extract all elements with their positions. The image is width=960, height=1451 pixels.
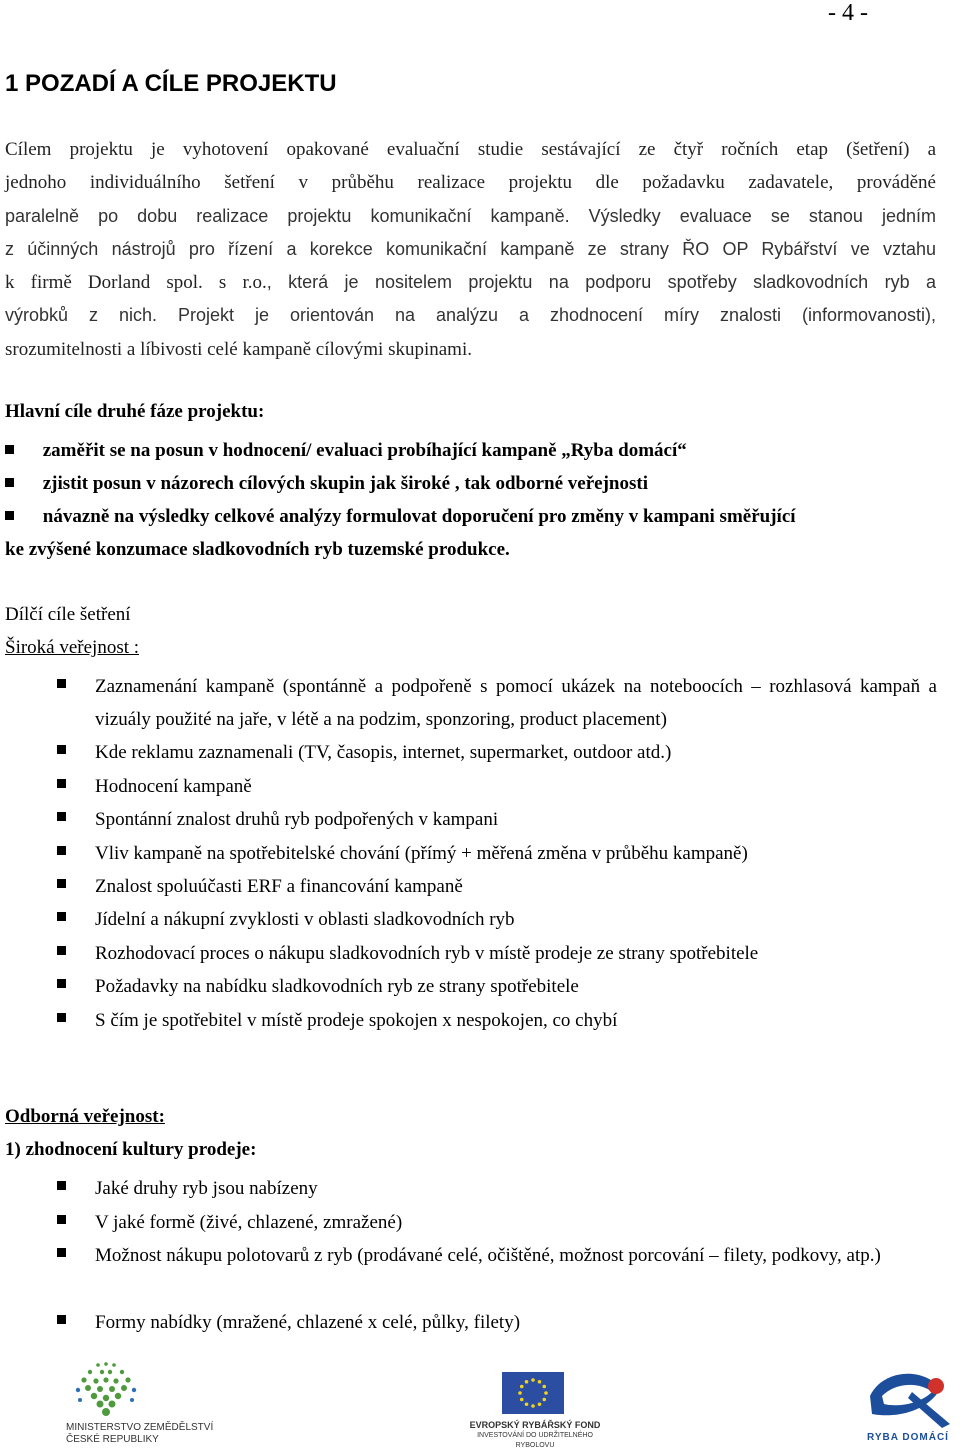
item-text: V jaké formě (živé, chlazené, zmražené)	[95, 1212, 403, 1233]
eu-star-icon	[542, 1398, 546, 1402]
bullet-icon	[57, 1215, 66, 1224]
item-text: Rozhodovací proces o nákupu sladkovodních ryb v místě prodeje ze strany spotřebitele	[95, 943, 759, 964]
intro-fragment: výrobků z nich.	[5, 305, 157, 326]
main-goals-title: Hlavní cíle druhé fáze projektu:	[5, 401, 265, 422]
bullet-icon	[5, 445, 14, 454]
intro-paragraph	[5, 133, 936, 366]
page-number: - 4 -	[828, 0, 868, 26]
intro-fragment: paralelně po dobu realizace projektu komunikační kampaně.	[5, 205, 570, 226]
bullet-icon	[57, 879, 66, 888]
ryba-domaci-label: RYBA DOMÁCÍ	[867, 1432, 949, 1443]
item-text: Možnost nákupu polotovarů z ryb (prodávané celé, očištěné, možnost porcování – filety, podkovy, atp.)	[95, 1245, 881, 1266]
erf-line-2: INVESTOVÁNÍ DO UDRŽITELNÉHO	[477, 1432, 593, 1439]
eu-star-icon	[538, 1380, 542, 1384]
ministry-line-2: ČESKÉ REPUBLIKY	[66, 1434, 159, 1445]
bullet-icon	[5, 511, 14, 520]
section-heading: 1 POZADÍ A CÍLE PROJEKTU	[5, 70, 337, 97]
list-item	[5, 506, 796, 528]
intro-line: srozumitelnosti a líbivosti celé kampaně cílovými skupinami.	[5, 338, 472, 360]
ministry-text	[66, 1422, 213, 1446]
goal-continuation: ke zvýšené konzumace sladkovodních ryb tuzemské produkce.	[5, 539, 510, 560]
partial-goals-title: Dílčí cíle šetření	[5, 604, 131, 625]
item-text: Vliv kampaně na spotřebitelské chování (přímý + měřená změna v průběhu kampaně)	[95, 843, 748, 864]
intro-line	[5, 266, 936, 299]
professional-public-subtitle: 1) zhodnocení kultury prodeje:	[5, 1139, 257, 1160]
erf-logo	[455, 1372, 615, 1451]
item-text: Kde reklamu zaznamenali (TV, časopis, internet, supermarket, outdoor atd.)	[95, 742, 672, 763]
professional-public-title: Odborná veřejnost:	[5, 1106, 165, 1127]
list-item	[5, 440, 687, 462]
ministry-logo	[60, 1360, 214, 1450]
item-text: Spontánní znalost druhů ryb podpořených v kampani	[95, 809, 499, 830]
general-public-title: Široká veřejnost :	[5, 637, 140, 658]
item-text: Požadavky na nabídku sladkovodních ryb ze strany spotřebitele	[95, 976, 579, 997]
bullet-icon	[57, 846, 66, 855]
goal-text: zjistit posun v názorech cílových skupin jak široké , tak odborné veřejnosti	[42, 473, 648, 494]
eu-star-icon	[542, 1385, 546, 1389]
item-text: Znalost spoluúčasti ERF a financování kampaně	[95, 876, 463, 897]
intro-line: Cílem projektu je vyhotovení opakované evaluační studie sestávající ze čtyř ročních etap (šetření) a	[5, 139, 936, 160]
bullet-icon	[57, 979, 66, 988]
intro-line: jednoho individuálního šetření v průběhu realizace projektu dle požadavku zadavatele, prováděné	[5, 172, 936, 194]
intro-fragment: , která je nositelem projektu na podporu spotřeby sladkovodních ryb a	[266, 272, 936, 293]
bullet-icon	[57, 1248, 66, 1257]
goal-text: návazně na výsledky celkové analýzy formulovat doporučení pro změny v kampani směřující	[42, 506, 796, 527]
intro-fragment: k firmě Dorland spol. s r.o.	[5, 272, 267, 294]
bullet-icon	[57, 1315, 66, 1324]
bullet-icon	[57, 779, 66, 788]
bullet-icon	[57, 679, 66, 688]
erf-text	[455, 1420, 615, 1451]
eu-star-icon	[518, 1391, 522, 1395]
eu-star-icon	[520, 1385, 524, 1389]
intro-line: z účinných nástrojů pro řízení a korekce komunikační kampaně ze strany ŘO OP Rybářství ve vztahu	[5, 238, 936, 259]
item-text: S čím je spotřebitel v místě prodeje spokojen x nespokojen, co chybí	[95, 1010, 618, 1031]
intro-fragment: Projekt je orientován na analýzu a zhodnocení míry znalosti (informovanosti),	[157, 305, 936, 326]
intro-line	[5, 299, 936, 332]
ministry-line-1: MINISTERSTVO ZEMĚDĚLSTVÍ	[66, 1422, 214, 1433]
item-text: Zaznamenání kampaně (spontánně a podpořeně s pomocí ukázek na noteboocích – rozhlasová kampaň a vizuály použité na jaře, v létě a na podzim, sponzoring, product placement)	[95, 676, 937, 731]
intro-fragment: Výsledky evaluace se stanou jedním	[569, 205, 937, 226]
erf-line-1: EVROPSKÝ RYBÁŘSKÝ FOND	[469, 1420, 601, 1430]
bullet-icon	[57, 1013, 66, 1022]
eu-star-icon	[531, 1378, 535, 1382]
intro-line	[5, 200, 936, 233]
item-text: Formy nabídky (mražené, chlazené x celé, půlky, filety)	[95, 1312, 521, 1333]
fish-logo-icon	[862, 1362, 954, 1430]
goal-text: zaměřit se na posun v hodnocení/ evaluaci probíhající kampaně „Ryba domácí“	[42, 440, 687, 461]
bullet-icon	[57, 912, 66, 921]
item-text: Hodnocení kampaně	[95, 776, 252, 797]
ryba-domaci-logo	[858, 1362, 958, 1448]
item-text: Jaké druhy ryb jsou nabízeny	[95, 1178, 318, 1199]
item-text: Jídelní a nákupní zvyklosti v oblasti sladkovodních ryb	[95, 909, 515, 930]
list-item	[5, 473, 648, 495]
bullet-icon	[57, 946, 66, 955]
ministry-wheat-icon	[66, 1360, 146, 1418]
erf-line-3: RYBOLOVU	[515, 1442, 555, 1449]
bullet-icon	[57, 745, 66, 754]
eu-star-icon	[531, 1404, 535, 1408]
bullet-icon	[5, 478, 14, 487]
eu-flag-icon	[502, 1372, 564, 1414]
eu-star-icon	[525, 1380, 529, 1384]
eu-star-icon	[538, 1402, 542, 1406]
eu-star-icon	[544, 1391, 548, 1395]
eu-star-icon	[525, 1402, 529, 1406]
eu-star-icon	[520, 1398, 524, 1402]
bullet-icon	[57, 1181, 66, 1190]
bullet-icon	[57, 812, 66, 821]
